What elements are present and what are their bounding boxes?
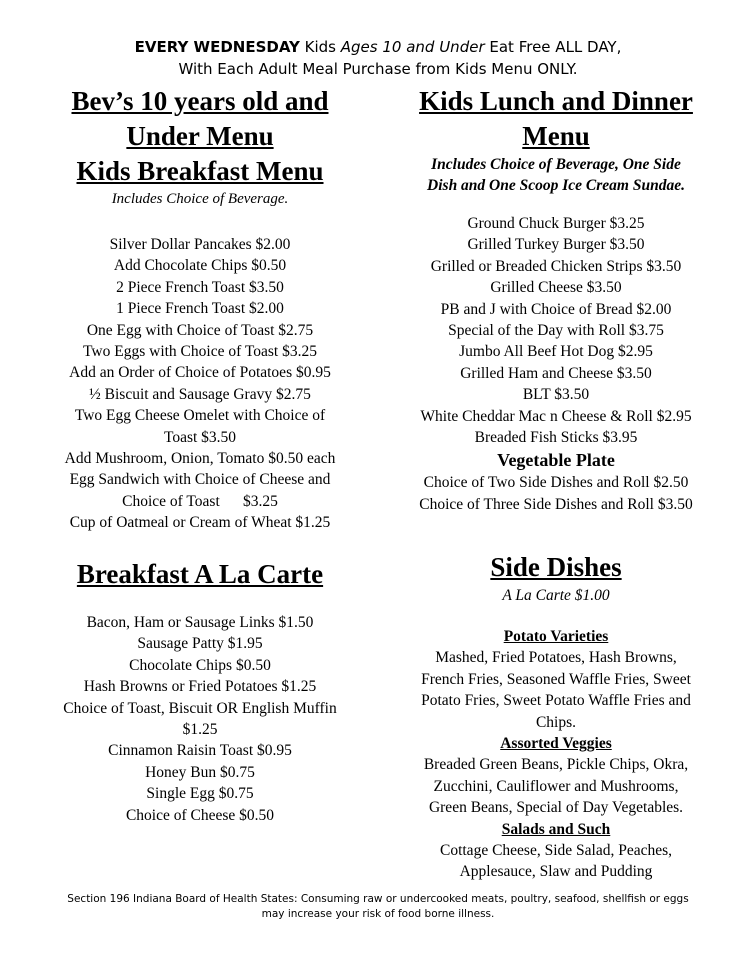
potato-varieties-heading: Potato Varieties xyxy=(503,628,609,645)
right-sides xyxy=(390,550,722,883)
promo-eat-free: Eat Free ALL DAY, xyxy=(489,38,622,56)
lunch-title-2: Menu xyxy=(522,121,590,151)
right-column xyxy=(390,84,722,515)
left-column xyxy=(20,84,380,534)
promo-ages: Ages 10 and Under xyxy=(340,38,485,56)
carte-title: Breakfast A La Carte xyxy=(76,559,324,589)
side-line: Chips. xyxy=(535,713,577,731)
menu-item: Special of the Day with Roll $3.75 xyxy=(448,322,664,340)
salads-heading: Salads and Such xyxy=(501,820,611,838)
menu-item: Choice of Toast $3.25 xyxy=(122,492,278,510)
lunch-subtitle-1: Includes Choice of Beverage, One Side xyxy=(431,156,681,173)
menu-item: Sausage Patty $1.95 xyxy=(137,635,263,653)
menu-item: Breaded Fish Sticks $3.95 xyxy=(474,429,638,447)
menu-item: Grilled Cheese $3.50 xyxy=(490,279,622,297)
menu-item: Egg Sandwich with Choice of Cheese and xyxy=(69,471,331,489)
menu-item: Choice of Toast, Biscuit OR English Muffin xyxy=(63,699,337,717)
menu-item: Add Mushroom, Onion, Tomato $0.50 each xyxy=(64,450,336,468)
side-line: Mashed, Fried Potatoes, Hash Browns, xyxy=(435,649,677,667)
menu-item: Honey Bun $0.75 xyxy=(145,763,255,781)
menu-item: Cinnamon Raisin Toast $0.95 xyxy=(108,742,292,760)
side-line: Breaded Green Beans, Pickle Chips, Okra, xyxy=(423,756,689,774)
breakfast-title-2: Under Menu xyxy=(126,121,274,151)
side-line: Potato Fries, Sweet Potato Waffle Fries and xyxy=(421,692,691,710)
menu-item: Grilled Turkey Burger $3.50 xyxy=(467,236,645,254)
side-line: Zucchini, Cauliflower and Mushrooms, xyxy=(433,777,679,795)
menu-item: Choice of Cheese $0.50 xyxy=(125,806,275,824)
side-dishes-subtitle: A La Carte $1.00 xyxy=(502,587,610,604)
side-line: French Fries, Seasoned Waffle Fries, Sweet xyxy=(421,670,691,688)
menu-item: Jumbo All Beef Hot Dog $2.95 xyxy=(459,343,653,361)
menu-item: One Egg with Choice of Toast $2.75 xyxy=(86,321,314,339)
promo-kids: Kids xyxy=(304,38,336,56)
menu-item: 1 Piece French Toast $2.00 xyxy=(116,300,284,318)
health-notice-line-1: Section 196 Indiana Board of Health States: Consuming raw or undercooked meats, poultry, seafood, shellfish or eggs xyxy=(67,893,689,905)
menu-item: Silver Dollar Pancakes $2.00 xyxy=(109,236,291,253)
menu-item: Choice of Two Side Dishes and Roll $2.50 xyxy=(423,474,689,492)
lunch-subtitle-2: Dish and One Scoop Ice Cream Sundae. xyxy=(427,177,685,194)
menu-item: Grilled Ham and Cheese $3.50 xyxy=(460,364,652,382)
menu-item: ½ Biscuit and Sausage Gravy $2.75 xyxy=(89,385,311,403)
promo-line-1 xyxy=(0,37,756,58)
menu-item: BLT $3.50 xyxy=(522,386,590,404)
menu-item: 2 Piece French Toast $3.50 xyxy=(116,278,284,296)
menu-item: Choice of Three Side Dishes and Roll $3.50 xyxy=(419,495,693,513)
promo-line-2: With Each Adult Meal Purchase from Kids Menu ONLY. xyxy=(178,60,578,78)
side-line: Green Beans, Special of Day Vegetables. xyxy=(428,799,684,817)
menu-item: Add an Order of Choice of Potatoes $0.95 xyxy=(69,364,331,382)
assorted-veggies-heading: Assorted Veggies xyxy=(500,735,612,753)
menu-item: Two Egg Cheese Omelet with Choice of xyxy=(74,407,326,425)
side-line: Cottage Cheese, Side Salad, Peaches, xyxy=(439,842,672,860)
menu-item: Chocolate Chips $0.50 xyxy=(129,656,271,674)
left-carte xyxy=(20,557,380,826)
side-line: Applesauce, Slaw and Pudding xyxy=(459,863,653,881)
menu-item: Hash Browns or Fried Potatoes $1.25 xyxy=(83,678,317,696)
lunch-title-1: Kids Lunch and Dinner xyxy=(419,86,693,116)
menu-item: Cup of Oatmeal or Cream of Wheat $1.25 xyxy=(69,514,331,532)
menu-item: Grilled or Breaded Chicken Strips $3.50 xyxy=(430,257,682,275)
menu-item: Two Eggs with Choice of Toast $3.25 xyxy=(83,343,317,361)
menu-item: $1.25 xyxy=(182,721,218,739)
menu-item: PB and J with Choice of Bread $2.00 xyxy=(440,300,672,318)
menu-item: Toast $3.50 xyxy=(163,428,237,446)
side-dishes-title: Side Dishes xyxy=(490,552,622,582)
breakfast-title-3: Kids Breakfast Menu xyxy=(76,156,324,186)
menu-item: Bacon, Ham or Sausage Links $1.50 xyxy=(86,614,314,631)
menu-item: Add Chocolate Chips $0.50 xyxy=(113,257,287,275)
vegetable-plate-title: Vegetable Plate xyxy=(497,450,615,471)
menu-item: Single Egg $0.75 xyxy=(146,785,254,803)
menu-item: White Cheddar Mac n Cheese & Roll $2.95 xyxy=(420,407,692,425)
health-notice-line-2: may increase your risk of food borne illness. xyxy=(261,908,495,920)
breakfast-title-1: Bev’s 10 years old and xyxy=(71,86,329,116)
menu-item: Ground Chuck Burger $3.25 xyxy=(467,215,645,232)
promo-day: EVERY WEDNESDAY xyxy=(134,38,300,56)
breakfast-subtitle: Includes Choice of Beverage. xyxy=(111,191,289,207)
